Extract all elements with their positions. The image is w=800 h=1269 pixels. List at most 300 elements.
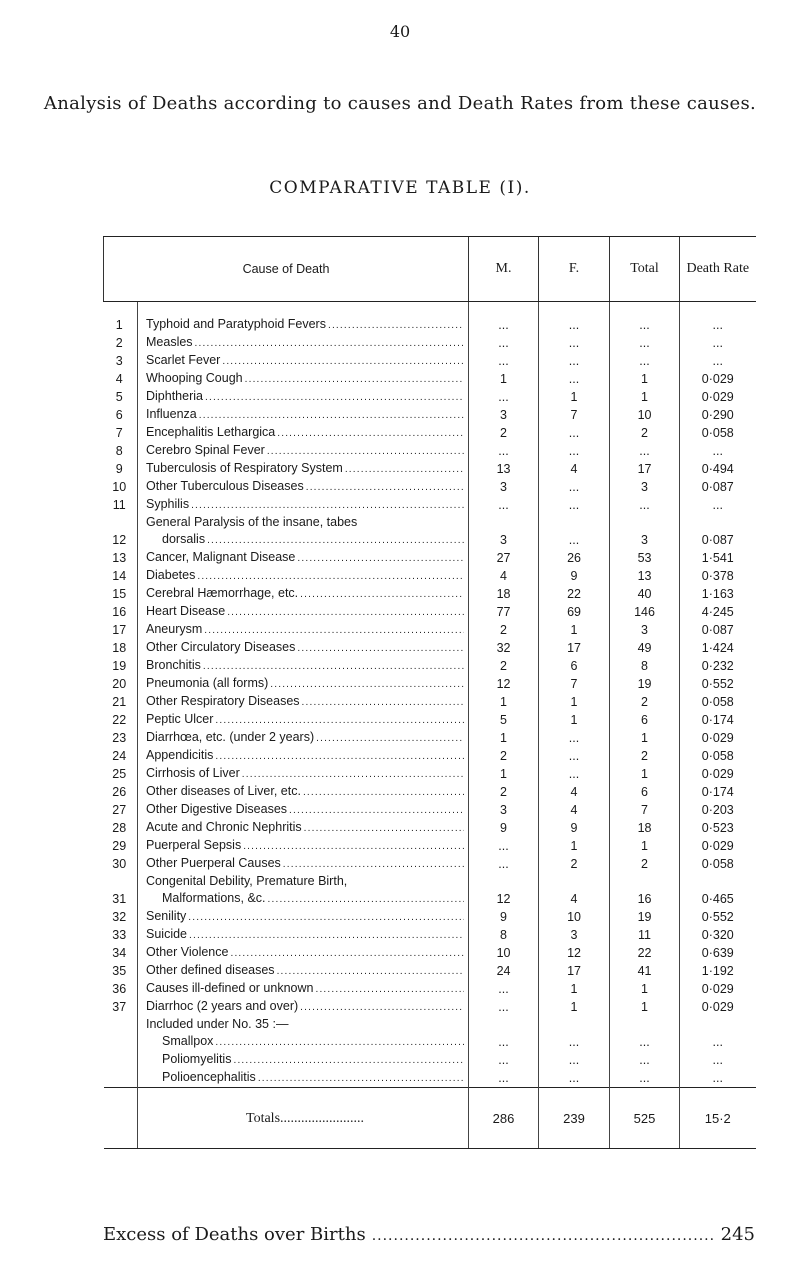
row-number-empty [104,1016,138,1033]
header-death-rate: Death Rate [680,237,756,302]
death-rate: 0·029 [680,729,756,747]
female-count: 6 [539,657,610,675]
row-number: 18 [112,641,127,655]
death-rate: 1·541 [680,549,756,567]
total-count: 49 [610,639,680,657]
total-count: 1 [610,388,680,406]
death-rate: ... [680,334,756,352]
row-number: 35 [112,964,127,978]
male-count: 2 [469,783,539,801]
included-note-row [104,1016,756,1033]
table-row [104,352,756,370]
row-number: 2 [115,336,123,350]
total-count: 53 [610,549,680,567]
page-number: 40 [389,22,411,41]
total-count: ... [610,496,680,514]
female-count: 17 [539,962,610,980]
cause-label: Other Circulatory Diseases [146,640,296,654]
cause-label: Heart Disease [146,604,226,618]
death-rate: 0·639 [680,944,756,962]
cause-label: Tuberculosis of Respiratory System [146,461,343,475]
table-row [104,729,756,747]
death-rate: 0·232 [680,657,756,675]
total-count: 40 [610,585,680,603]
cause-label: Puerperal Sepsis [146,838,242,852]
cause-label: Diabetes [146,568,196,582]
female-count: 1 [539,693,610,711]
male-count: ... [469,1051,539,1069]
row-number-empty [104,1069,138,1088]
cause-label: Scarlet Fever [146,353,221,367]
table-row [104,302,756,335]
cause-label: Other Puerperal Causes [146,856,281,870]
leader-dots [283,856,464,873]
leader-dots [372,1228,715,1244]
cause-label-continued: Malformations, &c. [162,891,266,905]
leader-dots [315,981,464,998]
male-count: ... [469,1069,539,1088]
sub-row [104,1033,756,1051]
death-rate: 0·378 [680,567,756,585]
male-count: 12 [469,873,539,908]
cause-cell [138,1033,469,1051]
cause-label: Senility [146,909,187,923]
table-row [104,980,756,998]
male-count: 12 [469,675,539,693]
cause-label: Pneumonia (all forms) [146,676,269,690]
row-number: 4 [115,372,123,386]
cause-cell [138,783,469,801]
death-rate: 0·465 [680,873,756,908]
female-count: ... [539,514,610,549]
leader-dots [258,1070,464,1087]
leader-dots [215,1034,464,1051]
table-row [104,944,756,962]
cause-label: Peptic Ulcer [146,712,214,726]
female-count: 7 [539,675,610,693]
leader-dots [195,335,464,352]
female-count: 1 [539,980,610,998]
cause-label: Diarrhoc (2 years and over) [146,999,299,1013]
total-count: 2 [610,855,680,873]
cause-cell [138,549,469,567]
cause-label: Congenital Debility, Premature Birth, [146,874,348,888]
female-count: ... [539,302,610,335]
death-rate: 0·058 [680,747,756,765]
row-number: 16 [112,605,127,619]
grand-total: 525 [610,1088,680,1149]
death-rate: 0·552 [680,675,756,693]
cause-label: Other Digestive Diseases [146,802,288,816]
cause-cell [138,460,469,478]
row-number: 17 [112,623,127,637]
leader-dots [189,927,464,944]
death-rate: 0·290 [680,406,756,424]
male-count: ... [469,388,539,406]
total-count: 19 [610,675,680,693]
female-count: 1 [539,388,610,406]
male-count: 3 [469,406,539,424]
male-count: 10 [469,944,539,962]
table-row [104,783,756,801]
cause-label: Encephalitis Lethargica [146,425,276,439]
cause-label: Influenza [146,407,197,421]
leader-dots [306,479,464,496]
cause-cell [138,370,469,388]
total-count: 11 [610,926,680,944]
table-row [104,657,756,675]
total-count: 13 [610,567,680,585]
cause-cell [138,729,469,747]
table-row [104,765,756,783]
header-cause: Cause of Death [104,237,469,302]
leader-dots [277,963,464,980]
table-row [104,801,756,819]
table-row [104,478,756,496]
header-total: Total [610,237,680,302]
female-count: ... [539,370,610,388]
death-rate: ... [680,1051,756,1069]
female-count: ... [539,352,610,370]
empty-cell [610,1016,680,1033]
table-row [104,567,756,585]
table-row [104,819,756,837]
cause-label: Aneurysm [146,622,203,636]
female-count: 4 [539,801,610,819]
total-count: 6 [610,783,680,801]
cause-cell [138,980,469,998]
cause-cell [138,514,469,549]
total-count: ... [610,1069,680,1088]
male-count: ... [469,980,539,998]
cause-label: Other Tuberculous Diseases [146,479,304,493]
table-row [104,388,756,406]
male-count: 32 [469,639,539,657]
male-count: 77 [469,603,539,621]
female-count: 9 [539,819,610,837]
leader-dots [215,748,464,765]
female-count: 4 [539,873,610,908]
male-count: ... [469,1033,539,1051]
death-rate: 0·174 [680,711,756,729]
male-count: 2 [469,747,539,765]
header-female: F. [539,237,610,302]
included-note: Included under No. 35 :— [138,1016,469,1033]
total-count: 1 [610,765,680,783]
death-rate: ... [680,1069,756,1088]
cause-cell [138,711,469,729]
overall-death-rate: 15·2 [680,1088,756,1149]
cause-label: Smallpox [162,1034,214,1049]
male-count: ... [469,855,539,873]
page-heading: Analysis of Deaths according to causes and Death Rates from these causes. [43,93,757,114]
table-row [104,406,756,424]
male-count: ... [469,998,539,1016]
excess-deaths-line [103,1224,755,1245]
death-rate: ... [680,302,756,335]
row-number: 6 [115,408,123,422]
total-count: ... [610,302,680,335]
female-count: 1 [539,711,610,729]
leader-dots [304,820,464,837]
table-row [104,675,756,693]
female-count: 2 [539,855,610,873]
leader-dots [300,999,464,1016]
totals-label: Totals........................ [138,1088,469,1149]
death-rate: ... [680,1033,756,1051]
row-number: 24 [112,749,127,763]
cause-cell [138,442,469,460]
cause-cell [138,567,469,585]
row-number: 26 [112,785,127,799]
female-count: ... [539,729,610,747]
female-count: 69 [539,603,610,621]
row-number: 31 [112,892,127,906]
row-number: 30 [112,857,127,871]
death-rate: 0·087 [680,621,756,639]
excess-value: 245 [720,1224,755,1245]
male-total: 286 [469,1088,539,1149]
table-row [104,926,756,944]
leader-dots [197,568,464,585]
leader-dots [300,586,464,603]
cause-cell [138,998,469,1016]
female-count: ... [539,478,610,496]
row-number: 36 [112,982,127,996]
cause-label: Other Respiratory Diseases [146,694,300,708]
cause-cell [138,406,469,424]
cause-label: Diphtheria [146,389,203,403]
table-row [104,837,756,855]
total-count: 22 [610,944,680,962]
row-number: 8 [115,444,123,458]
cause-label: Suicide [146,927,187,941]
total-count: 1 [610,980,680,998]
row-number: 33 [112,928,127,942]
female-total: 239 [539,1088,610,1149]
leader-dots [297,640,464,657]
row-number-empty [104,1088,138,1149]
cause-cell [138,801,469,819]
total-count: 18 [610,819,680,837]
total-count: 17 [610,460,680,478]
male-count: 1 [469,765,539,783]
row-number-empty [104,1051,138,1069]
female-count: 4 [539,460,610,478]
cause-label: Cirrhosis of Liver [146,766,240,780]
leader-dots [297,550,464,567]
female-count: 1 [539,621,610,639]
table-row [104,585,756,603]
total-count: 1 [610,998,680,1016]
cause-cell [138,693,469,711]
total-count: 16 [610,873,680,908]
row-number: 23 [112,731,127,745]
female-count: 22 [539,585,610,603]
female-count: 12 [539,944,610,962]
table-row [104,873,756,908]
excess-label: Excess of Deaths over Births [103,1224,366,1245]
cause-cell [138,657,469,675]
death-rate: 0·320 [680,926,756,944]
table-row [104,603,756,621]
row-number: 27 [112,803,127,817]
total-count: 1 [610,370,680,388]
leader-dots [203,658,464,675]
death-rate: 4·245 [680,603,756,621]
cause-label: General Paralysis of the insane, tabes [146,515,358,529]
leader-dots [205,389,464,406]
cause-label: Bronchitis [146,658,201,672]
death-rate: 0·029 [680,388,756,406]
total-count: ... [610,1033,680,1051]
cause-label: Other diseases of Liver, etc. [146,784,301,798]
female-count: ... [539,1069,610,1088]
male-count: ... [469,496,539,514]
row-number: 32 [112,910,127,924]
female-count: 26 [539,549,610,567]
death-rate: 1·192 [680,962,756,980]
cause-label: Syphilis [146,497,190,511]
male-count: ... [469,837,539,855]
leader-dots [222,353,464,370]
row-number-empty [104,1033,138,1051]
total-count: 3 [610,621,680,639]
total-count: 1 [610,729,680,747]
table-row [104,549,756,567]
cause-label: Other Violence [146,945,229,959]
death-rate: ... [680,496,756,514]
table-row [104,908,756,926]
cause-label: Cancer, Malignant Disease [146,550,296,564]
cause-label: Poliomyelitis [162,1052,232,1067]
table-row [104,747,756,765]
row-number: 5 [115,390,123,404]
leader-dots [245,371,464,388]
cause-cell [138,388,469,406]
cause-cell [138,855,469,873]
row-number: 25 [112,767,127,781]
cause-cell [138,944,469,962]
cause-cell [138,603,469,621]
leader-dots [289,802,464,819]
total-count: 10 [610,406,680,424]
leader-dots [199,407,464,424]
death-rate: 0·087 [680,478,756,496]
table-row [104,855,756,873]
female-count: ... [539,496,610,514]
female-count: 1 [539,998,610,1016]
cause-label: Whooping Cough [146,371,243,385]
row-number: 7 [115,426,123,440]
row-number: 1 [115,318,123,332]
female-count: ... [539,1051,610,1069]
leader-dots [316,730,464,747]
table-row [104,514,756,549]
row-number: 12 [112,533,127,547]
cause-cell [138,1051,469,1069]
death-rate: 0·029 [680,998,756,1016]
leader-dots [303,784,464,801]
total-count: ... [610,442,680,460]
cause-cell [138,1069,469,1088]
table-row [104,998,756,1016]
death-rate: 0·552 [680,908,756,926]
row-number: 19 [112,659,127,673]
death-rate: 1·424 [680,639,756,657]
leader-dots [230,945,464,962]
cause-cell [138,478,469,496]
empty-cell [680,1016,756,1033]
total-count: 2 [610,424,680,442]
cause-cell [138,496,469,514]
deaths-table [103,236,756,1149]
table-row [104,621,756,639]
cause-label: Acute and Chronic Nephritis [146,820,302,834]
male-count: 2 [469,424,539,442]
row-number: 21 [112,695,127,709]
row-number: 20 [112,677,127,691]
total-count: 19 [610,908,680,926]
cause-cell [138,352,469,370]
female-count: 9 [539,567,610,585]
leader-dots [243,838,464,855]
total-count: 6 [610,711,680,729]
cause-cell [138,334,469,352]
leader-dots [345,461,464,478]
total-count: 2 [610,693,680,711]
sub-row [104,1051,756,1069]
leader-dots [328,317,464,334]
cause-label: Typhoid and Paratyphoid Fevers [146,317,326,331]
cause-cell [138,747,469,765]
table-row [104,962,756,980]
leader-dots [204,622,464,639]
death-rate: 1·163 [680,585,756,603]
leader-dots [242,766,464,783]
male-count: 18 [469,585,539,603]
total-count: ... [610,352,680,370]
cause-cell [138,873,469,908]
row-number: 10 [112,480,127,494]
total-count: ... [610,334,680,352]
leader-dots [191,497,464,514]
row-number: 13 [112,551,127,565]
sub-row [104,1069,756,1088]
totals-row [104,1088,756,1149]
cause-label: Measles [146,335,193,349]
death-rate: ... [680,352,756,370]
cause-label-continued: dorsalis [162,532,206,546]
male-count: 3 [469,478,539,496]
header-male: M. [469,237,539,302]
total-count: 3 [610,514,680,549]
cause-cell [138,908,469,926]
male-count: 8 [469,926,539,944]
total-count: ... [610,1051,680,1069]
row-number: 11 [112,498,126,512]
male-count: 2 [469,621,539,639]
table-row [104,370,756,388]
cause-cell [138,621,469,639]
table-header-row [104,237,756,302]
leader-dots [188,909,464,926]
male-count: ... [469,442,539,460]
female-count: ... [539,334,610,352]
cause-cell [138,424,469,442]
leader-dots [277,425,464,442]
death-rate: 0·058 [680,693,756,711]
